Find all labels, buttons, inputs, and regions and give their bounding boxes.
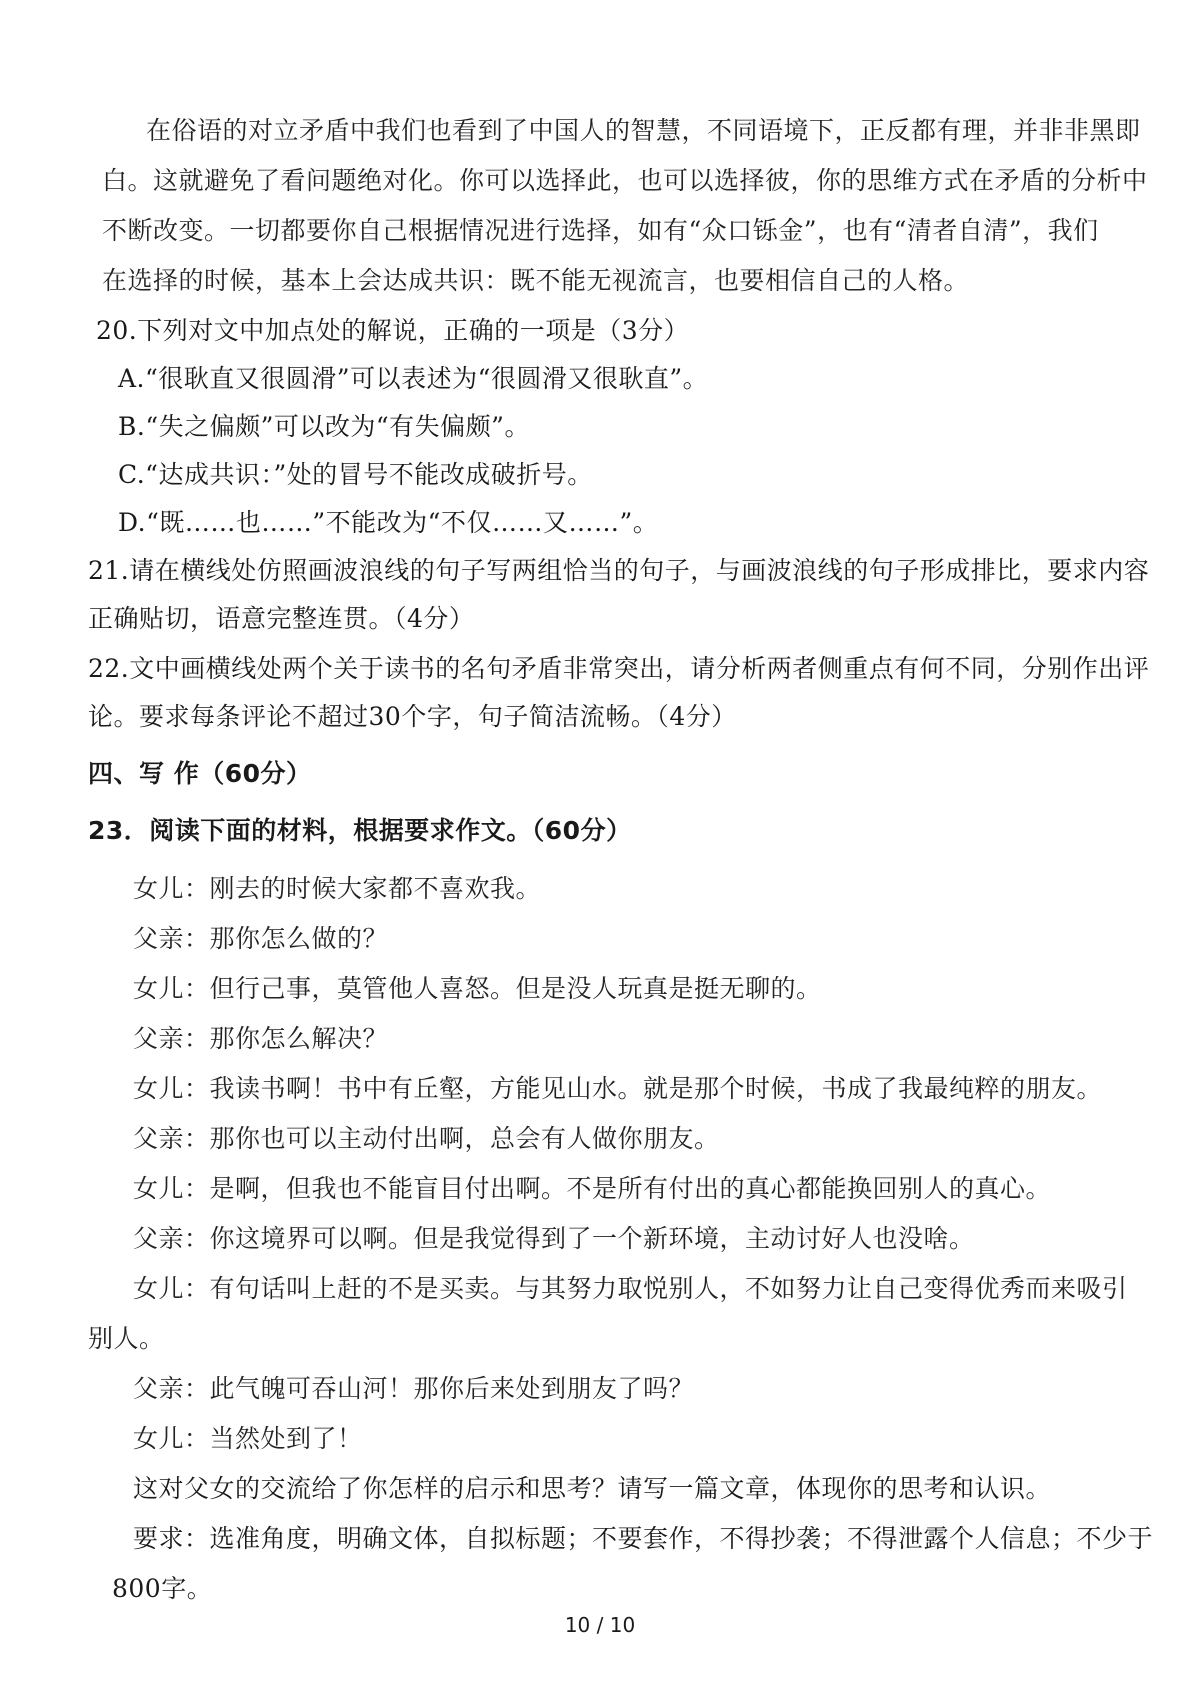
writing-requirements-1: 要求：选准角度，明确文体，自拟标题；不要套作，不得抄袭；不得泄露个人信息；不少于	[133, 1524, 1154, 1553]
q22-line-2: 论。要求每条评论不超过30个字，句子简洁流畅。（4分）	[88, 702, 737, 731]
q22-line-1: 22.文中画横线处两个关于读书的名句矛盾非常突出，请分析两者侧重点有何不同，分别作出评	[88, 654, 1150, 683]
dialogue-line-6: 父亲：那你也可以主动付出啊，总会有人做你朋友。	[133, 1124, 720, 1153]
passage-line-3: 不断改变。一切都要你自己根据情况进行选择，如有“众口铄金”，也有“清者自清”，我们	[102, 216, 1099, 245]
q20-option-d: D.“既……也……”不能改为“不仅……又……”。	[118, 508, 659, 537]
passage-line-4: 在选择的时候，基本上会达成共识：既不能无视流言，也要相信自己的人格。	[102, 266, 970, 295]
q21-line-2: 正确贴切，语意完整连贯。（4分）	[88, 604, 475, 633]
dialogue-line-4: 父亲：那你怎么解决？	[133, 1024, 389, 1053]
q20-option-b: B.“失之偏颇”可以改为“有失偏颇”。	[118, 412, 530, 441]
dialogue-line-5: 女儿：我读书啊！书中有丘壑，方能见山水。就是那个时候，书成了我最纯粹的朋友。	[133, 1074, 1103, 1103]
section-heading: 四、写 作（60分）	[88, 759, 312, 788]
passage-line-1: 在俗语的对立矛盾中我们也看到了中国人的智慧，不同语境下，正反都有理，并非非黑即	[146, 116, 1141, 145]
q20-stem: 20.下列对文中加点处的解说，正确的一项是（3分）	[96, 316, 690, 345]
dialogue-line-12: 女儿：当然处到了！	[133, 1424, 363, 1453]
writing-prompt: 这对父女的交流给了你怎样的启示和思考？请写一篇文章，体现你的思考和认识。	[133, 1474, 1052, 1503]
q20-option-c: C.“达成共识：”处的冒号不能改成破折号。	[118, 460, 593, 489]
dialogue-line-1: 女儿：刚去的时候大家都不喜欢我。	[133, 874, 542, 903]
dialogue-line-3: 女儿：但行己事，莫管他人喜怒。但是没人玩真是挺无聊的。	[133, 974, 822, 1003]
dialogue-line-7: 女儿：是啊，但我也不能盲目付出啊。不是所有付出的真心都能换回别人的真心。	[133, 1174, 1052, 1203]
passage-line-2: 白。这就避免了看问题绝对化。你可以选择此，也可以选择彼，你的思维方式在矛盾的分析中	[102, 166, 1148, 195]
q20-option-a: A.“很耿直又很圆滑”可以表述为“很圆滑又很耿直”。	[118, 364, 709, 393]
dialogue-line-10: 别人。	[88, 1324, 165, 1353]
dialogue-line-8: 父亲：你这境界可以啊。但是我觉得到了一个新环境，主动讨好人也没啥。	[133, 1224, 975, 1253]
writing-requirements-2: 800字。	[112, 1574, 213, 1603]
dialogue-line-2: 父亲：那你怎么做的？	[133, 924, 389, 953]
q23-stem: 23．阅读下面的材料，根据要求作文。（60分）	[88, 816, 632, 845]
dialogue-line-9: 女儿：有句话叫上赶的不是买卖。与其努力取悦别人，不如努力让自己变得优秀而来吸引	[133, 1274, 1128, 1303]
dialogue-line-11: 父亲：此气魄可吞山河！那你后来处到朋友了吗？	[133, 1374, 695, 1403]
page-number: 10 / 10	[564, 1613, 636, 1637]
q21-line-1: 21.请在横线处仿照画波浪线的句子写两组恰当的句子，与画波浪线的句子形成排比，要求内容	[88, 556, 1150, 585]
